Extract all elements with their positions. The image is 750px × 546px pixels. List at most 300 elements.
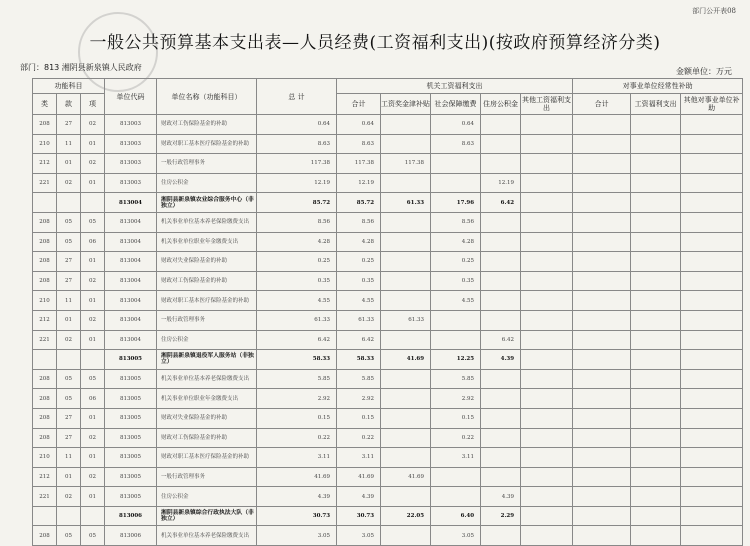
inst-total-cell (573, 389, 631, 409)
unit-code-cell: 813004 (105, 232, 157, 252)
table-row (33, 232, 743, 252)
agency-social-cell: 0.64 (431, 115, 481, 135)
unit-name-cell: 湘阴县新泉镇综合行政执法大队（非独立） (157, 506, 257, 526)
agency-social-cell: 12.25 (431, 350, 481, 370)
agency-other-cell (521, 310, 573, 330)
agency-housing-cell (481, 369, 521, 389)
agency-salary-cell (381, 389, 431, 409)
agency-housing-cell: 6.42 (481, 330, 521, 350)
unit-label: 金额单位：万元 (676, 67, 732, 76)
agency-social-cell: 8.63 (431, 134, 481, 154)
inst-other-cell (681, 487, 743, 507)
agency-housing-cell (481, 526, 521, 546)
unit-code-cell: 813004 (105, 330, 157, 350)
inst-other-cell (681, 252, 743, 272)
total-cell: 117.38 (257, 154, 337, 174)
unit-code-cell: 813003 (105, 173, 157, 193)
inst-other-cell (681, 467, 743, 487)
agency-social-cell (431, 154, 481, 174)
class-cell: 208 (33, 232, 57, 252)
section-cell: 27 (57, 428, 81, 448)
unit-code-cell: 813004 (105, 212, 157, 232)
inst-total-cell (573, 467, 631, 487)
agency-housing-cell (481, 232, 521, 252)
unit-code-cell: 813005 (105, 428, 157, 448)
table-row (33, 252, 743, 272)
header-inst-salary: 工资福利支出 (631, 94, 681, 115)
agency-total-cell: 2.92 (337, 389, 381, 409)
class-cell: 208 (33, 408, 57, 428)
table-row (33, 154, 743, 174)
agency-housing-cell (481, 389, 521, 409)
total-cell: 58.33 (257, 350, 337, 370)
section-cell: 01 (57, 154, 81, 174)
inst-salary-cell (631, 134, 681, 154)
total-cell: 0.64 (257, 115, 337, 135)
agency-total-cell: 4.55 (337, 291, 381, 311)
inst-other-cell (681, 310, 743, 330)
agency-other-cell (521, 212, 573, 232)
agency-salary-cell (381, 134, 431, 154)
inst-other-cell (681, 115, 743, 135)
agency-total-cell: 30.73 (337, 506, 381, 526)
inst-other-cell (681, 330, 743, 350)
department-label: 部门：813 湘阴县新泉镇人民政府 (20, 63, 142, 72)
item-cell: 01 (81, 330, 105, 350)
class-cell: 208 (33, 428, 57, 448)
section-cell: 27 (57, 252, 81, 272)
agency-salary-cell (381, 330, 431, 350)
section-cell: 27 (57, 271, 81, 291)
table-row (33, 173, 743, 193)
class-cell: 208 (33, 212, 57, 232)
item-cell: 01 (81, 252, 105, 272)
agency-other-cell (521, 232, 573, 252)
inst-salary-cell (631, 193, 681, 213)
unit-name-cell: 机关事业单位基本养老保险缴费支出 (157, 212, 257, 232)
inst-total-cell (573, 506, 631, 526)
table-row (33, 428, 743, 448)
agency-housing-cell (481, 252, 521, 272)
total-cell: 0.22 (257, 428, 337, 448)
table-row (33, 115, 743, 135)
agency-other-cell (521, 526, 573, 546)
unit-code-cell: 813005 (105, 467, 157, 487)
inst-salary-cell (631, 232, 681, 252)
inst-total-cell (573, 173, 631, 193)
header-unit-code: 单位代码 (105, 79, 157, 115)
class-cell: 221 (33, 330, 57, 350)
agency-salary-cell (381, 487, 431, 507)
agency-social-cell: 8.56 (431, 212, 481, 232)
section-cell: 27 (57, 115, 81, 135)
total-cell: 41.69 (257, 467, 337, 487)
inst-total-cell (573, 487, 631, 507)
item-cell: 01 (81, 173, 105, 193)
total-cell: 6.42 (257, 330, 337, 350)
total-cell: 61.33 (257, 310, 337, 330)
item-cell: 05 (81, 526, 105, 546)
unit-name-cell: 财政对工伤保险基金的补助 (157, 271, 257, 291)
inst-salary-cell (631, 252, 681, 272)
agency-total-cell: 12.19 (337, 173, 381, 193)
unit-code-cell: 813003 (105, 115, 157, 135)
agency-other-cell (521, 389, 573, 409)
agency-other-cell (521, 408, 573, 428)
inst-total-cell (573, 271, 631, 291)
agency-total-cell: 58.33 (337, 350, 381, 370)
budget-table (32, 78, 743, 546)
agency-salary-cell (381, 428, 431, 448)
inst-total-cell (573, 350, 631, 370)
inst-other-cell (681, 232, 743, 252)
agency-salary-cell: 22.05 (381, 506, 431, 526)
inst-other-cell (681, 193, 743, 213)
section-cell: 11 (57, 291, 81, 311)
section-cell: 11 (57, 448, 81, 468)
item-cell: 06 (81, 232, 105, 252)
subtotal-row (33, 193, 743, 213)
section-cell: 02 (57, 330, 81, 350)
unit-name-cell: 机关事业单位基本养老保险缴费支出 (157, 526, 257, 546)
unit-name-cell: 财政对失业保险基金的补助 (157, 408, 257, 428)
agency-salary-cell (381, 369, 431, 389)
agency-salary-cell (381, 232, 431, 252)
inst-other-cell (681, 271, 743, 291)
unit-name-cell: 湘阴县新泉镇农业综合服务中心（非独立） (157, 193, 257, 213)
total-cell: 0.25 (257, 252, 337, 272)
total-cell: 0.35 (257, 271, 337, 291)
agency-housing-cell (481, 310, 521, 330)
section-cell: 02 (57, 173, 81, 193)
header-section: 款 (57, 94, 81, 115)
total-cell: 4.55 (257, 291, 337, 311)
section-cell: 01 (57, 467, 81, 487)
inst-other-cell (681, 448, 743, 468)
agency-housing-cell (481, 428, 521, 448)
inst-salary-cell (631, 154, 681, 174)
inst-other-cell (681, 212, 743, 232)
table-row (33, 448, 743, 468)
class-cell: 208 (33, 526, 57, 546)
agency-social-cell (431, 467, 481, 487)
agency-salary-cell (381, 173, 431, 193)
class-cell: 208 (33, 389, 57, 409)
agency-total-cell: 0.22 (337, 428, 381, 448)
inst-other-cell (681, 389, 743, 409)
agency-other-cell (521, 193, 573, 213)
unit-code-cell: 813004 (105, 193, 157, 213)
inst-other-cell (681, 134, 743, 154)
agency-housing-cell (481, 212, 521, 232)
total-cell: 2.92 (257, 389, 337, 409)
total-cell: 30.73 (257, 506, 337, 526)
agency-salary-cell: 61.33 (381, 193, 431, 213)
table-row (33, 310, 743, 330)
agency-other-cell (521, 115, 573, 135)
item-cell: 02 (81, 115, 105, 135)
inst-total-cell (573, 154, 631, 174)
inst-total-cell (573, 369, 631, 389)
page-title: 一般公共预算基本支出表—人员经费(工资福利支出)(按政府预算经济分类) (89, 33, 661, 53)
class-cell: 208 (33, 369, 57, 389)
agency-total-cell: 0.25 (337, 252, 381, 272)
agency-social-cell: 0.15 (431, 408, 481, 428)
agency-housing-cell (481, 271, 521, 291)
agency-housing-cell: 4.39 (481, 350, 521, 370)
item-cell: 05 (81, 212, 105, 232)
item-cell: 02 (81, 428, 105, 448)
item-cell: 02 (81, 271, 105, 291)
unit-name-cell: 财政对工伤保险基金的补助 (157, 115, 257, 135)
section-cell (57, 506, 81, 526)
unit-name-cell: 财政对失业保险基金的补助 (157, 252, 257, 272)
unit-code-cell: 813003 (105, 154, 157, 174)
unit-code-cell: 813004 (105, 252, 157, 272)
agency-total-cell: 0.35 (337, 271, 381, 291)
total-cell: 4.28 (257, 232, 337, 252)
agency-salary-cell (381, 291, 431, 311)
section-cell (57, 193, 81, 213)
table-row (33, 330, 743, 350)
agency-social-cell: 3.11 (431, 448, 481, 468)
item-cell: 02 (81, 310, 105, 330)
section-cell: 11 (57, 134, 81, 154)
class-cell: 208 (33, 115, 57, 135)
agency-salary-cell (381, 526, 431, 546)
header-class: 类 (33, 94, 57, 115)
unit-code-cell: 813004 (105, 291, 157, 311)
item-cell: 01 (81, 448, 105, 468)
table-row (33, 369, 743, 389)
agency-salary-cell (381, 115, 431, 135)
agency-total-cell: 4.39 (337, 487, 381, 507)
agency-housing-cell: 4.39 (481, 487, 521, 507)
inst-salary-cell (631, 369, 681, 389)
class-cell: 210 (33, 134, 57, 154)
agency-total-cell: 85.72 (337, 193, 381, 213)
agency-housing-cell (481, 448, 521, 468)
unit-code-cell: 813005 (105, 448, 157, 468)
agency-social-cell (431, 173, 481, 193)
inst-salary-cell (631, 115, 681, 135)
inst-total-cell (573, 193, 631, 213)
class-cell: 208 (33, 271, 57, 291)
agency-social-cell (431, 310, 481, 330)
agency-other-cell (521, 369, 573, 389)
inst-salary-cell (631, 330, 681, 350)
inst-salary-cell (631, 408, 681, 428)
inst-other-cell (681, 408, 743, 428)
inst-total-cell (573, 115, 631, 135)
section-cell: 05 (57, 389, 81, 409)
agency-total-cell: 0.64 (337, 115, 381, 135)
inst-total-cell (573, 310, 631, 330)
header-inst-group: 对事业单位经常性补助 (573, 79, 743, 94)
header-inst-other: 其他对事业单位补助 (681, 94, 743, 115)
unit-name-cell: 财政对职工基本医疗保险基金的补助 (157, 448, 257, 468)
inst-salary-cell (631, 467, 681, 487)
table-row (33, 134, 743, 154)
unit-name-cell: 住房公积金 (157, 330, 257, 350)
header-agency-housing: 住房公积金 (481, 94, 521, 115)
class-cell: 212 (33, 154, 57, 174)
agency-social-cell: 4.28 (431, 232, 481, 252)
agency-salary-cell (381, 408, 431, 428)
inst-total-cell (573, 526, 631, 546)
header-func-subject: 功能科目 (33, 79, 105, 94)
agency-social-cell: 4.55 (431, 291, 481, 311)
agency-social-cell: 5.85 (431, 369, 481, 389)
agency-salary-cell (381, 448, 431, 468)
class-cell: 208 (33, 252, 57, 272)
agency-total-cell: 61.33 (337, 310, 381, 330)
section-cell: 01 (57, 310, 81, 330)
table-row (33, 526, 743, 546)
class-cell (33, 193, 57, 213)
unit-name-cell: 一般行政管理事务 (157, 467, 257, 487)
unit-name-cell: 湘阴县新泉镇退役军人服务站（非独立） (157, 350, 257, 370)
class-cell: 210 (33, 291, 57, 311)
agency-salary-cell (381, 212, 431, 232)
agency-housing-cell (481, 291, 521, 311)
unit-name-cell: 住房公积金 (157, 487, 257, 507)
agency-other-cell (521, 448, 573, 468)
header-inst-total: 合计 (573, 94, 631, 115)
inst-other-cell (681, 428, 743, 448)
class-cell: 221 (33, 173, 57, 193)
agency-housing-cell (481, 467, 521, 487)
inst-total-cell (573, 408, 631, 428)
inst-salary-cell (631, 448, 681, 468)
header-unit-name: 单位名称（功能科目） (157, 79, 257, 115)
item-cell (81, 350, 105, 370)
unit-name-cell: 财政对职工基本医疗保险基金的补助 (157, 134, 257, 154)
item-cell: 01 (81, 408, 105, 428)
inst-salary-cell (631, 350, 681, 370)
agency-social-cell: 2.92 (431, 389, 481, 409)
agency-total-cell: 5.85 (337, 369, 381, 389)
inst-salary-cell (631, 271, 681, 291)
unit-name-cell: 机关事业单位职业年金缴费支出 (157, 389, 257, 409)
total-cell: 85.72 (257, 193, 337, 213)
agency-total-cell: 8.56 (337, 212, 381, 232)
unit-name-cell: 一般行政管理事务 (157, 154, 257, 174)
header-row-1 (33, 79, 743, 94)
item-cell: 06 (81, 389, 105, 409)
inst-salary-cell (631, 506, 681, 526)
agency-social-cell (431, 330, 481, 350)
unit-code-cell: 813006 (105, 506, 157, 526)
total-cell: 12.19 (257, 173, 337, 193)
agency-social-cell: 0.22 (431, 428, 481, 448)
inst-salary-cell (631, 487, 681, 507)
inst-other-cell (681, 369, 743, 389)
agency-housing-cell (481, 115, 521, 135)
unit-code-cell: 813003 (105, 134, 157, 154)
inst-salary-cell (631, 212, 681, 232)
agency-other-cell (521, 271, 573, 291)
class-cell: 221 (33, 487, 57, 507)
agency-housing-cell: 2.29 (481, 506, 521, 526)
agency-other-cell (521, 173, 573, 193)
class-cell: 212 (33, 310, 57, 330)
agency-housing-cell (481, 154, 521, 174)
agency-total-cell: 8.63 (337, 134, 381, 154)
agency-other-cell (521, 134, 573, 154)
agency-total-cell: 4.28 (337, 232, 381, 252)
item-cell (81, 506, 105, 526)
section-cell: 05 (57, 212, 81, 232)
class-cell: 212 (33, 467, 57, 487)
total-cell: 8.56 (257, 212, 337, 232)
agency-total-cell: 41.69 (337, 467, 381, 487)
inst-other-cell (681, 291, 743, 311)
doc-number: 部门公开表08 (692, 7, 736, 15)
item-cell: 01 (81, 291, 105, 311)
class-cell: 210 (33, 448, 57, 468)
agency-salary-cell: 41.69 (381, 467, 431, 487)
class-cell (33, 506, 57, 526)
agency-housing-cell (481, 408, 521, 428)
agency-total-cell: 6.42 (337, 330, 381, 350)
unit-code-cell: 813005 (105, 350, 157, 370)
inst-other-cell (681, 526, 743, 546)
unit-code-cell: 813004 (105, 271, 157, 291)
unit-code-cell: 813006 (105, 526, 157, 546)
total-cell: 3.11 (257, 448, 337, 468)
table-row (33, 389, 743, 409)
agency-other-cell (521, 252, 573, 272)
agency-salary-cell (381, 271, 431, 291)
item-cell: 01 (81, 134, 105, 154)
header-total: 总 计 (257, 79, 337, 115)
unit-code-cell: 813004 (105, 310, 157, 330)
unit-name-cell: 机关事业单位职业年金缴费支出 (157, 232, 257, 252)
agency-housing-cell (481, 134, 521, 154)
inst-total-cell (573, 232, 631, 252)
agency-other-cell (521, 350, 573, 370)
subtotal-row (33, 506, 743, 526)
unit-code-cell: 813005 (105, 487, 157, 507)
agency-other-cell (521, 428, 573, 448)
inst-salary-cell (631, 310, 681, 330)
inst-salary-cell (631, 526, 681, 546)
section-cell: 05 (57, 232, 81, 252)
agency-social-cell (431, 487, 481, 507)
agency-other-cell (521, 154, 573, 174)
agency-social-cell: 0.35 (431, 271, 481, 291)
item-cell: 01 (81, 487, 105, 507)
inst-total-cell (573, 252, 631, 272)
agency-salary-cell (381, 252, 431, 272)
table-row (33, 271, 743, 291)
unit-name-cell: 财政对工伤保险基金的补助 (157, 428, 257, 448)
inst-salary-cell (631, 173, 681, 193)
unit-name-cell: 一般行政管理事务 (157, 310, 257, 330)
unit-code-cell: 813005 (105, 389, 157, 409)
subtotal-row (33, 350, 743, 370)
total-cell: 0.15 (257, 408, 337, 428)
total-cell: 4.39 (257, 487, 337, 507)
section-cell: 02 (57, 487, 81, 507)
agency-other-cell (521, 487, 573, 507)
agency-salary-cell: 61.33 (381, 310, 431, 330)
section-cell: 05 (57, 369, 81, 389)
table-row (33, 467, 743, 487)
inst-other-cell (681, 173, 743, 193)
inst-salary-cell (631, 389, 681, 409)
